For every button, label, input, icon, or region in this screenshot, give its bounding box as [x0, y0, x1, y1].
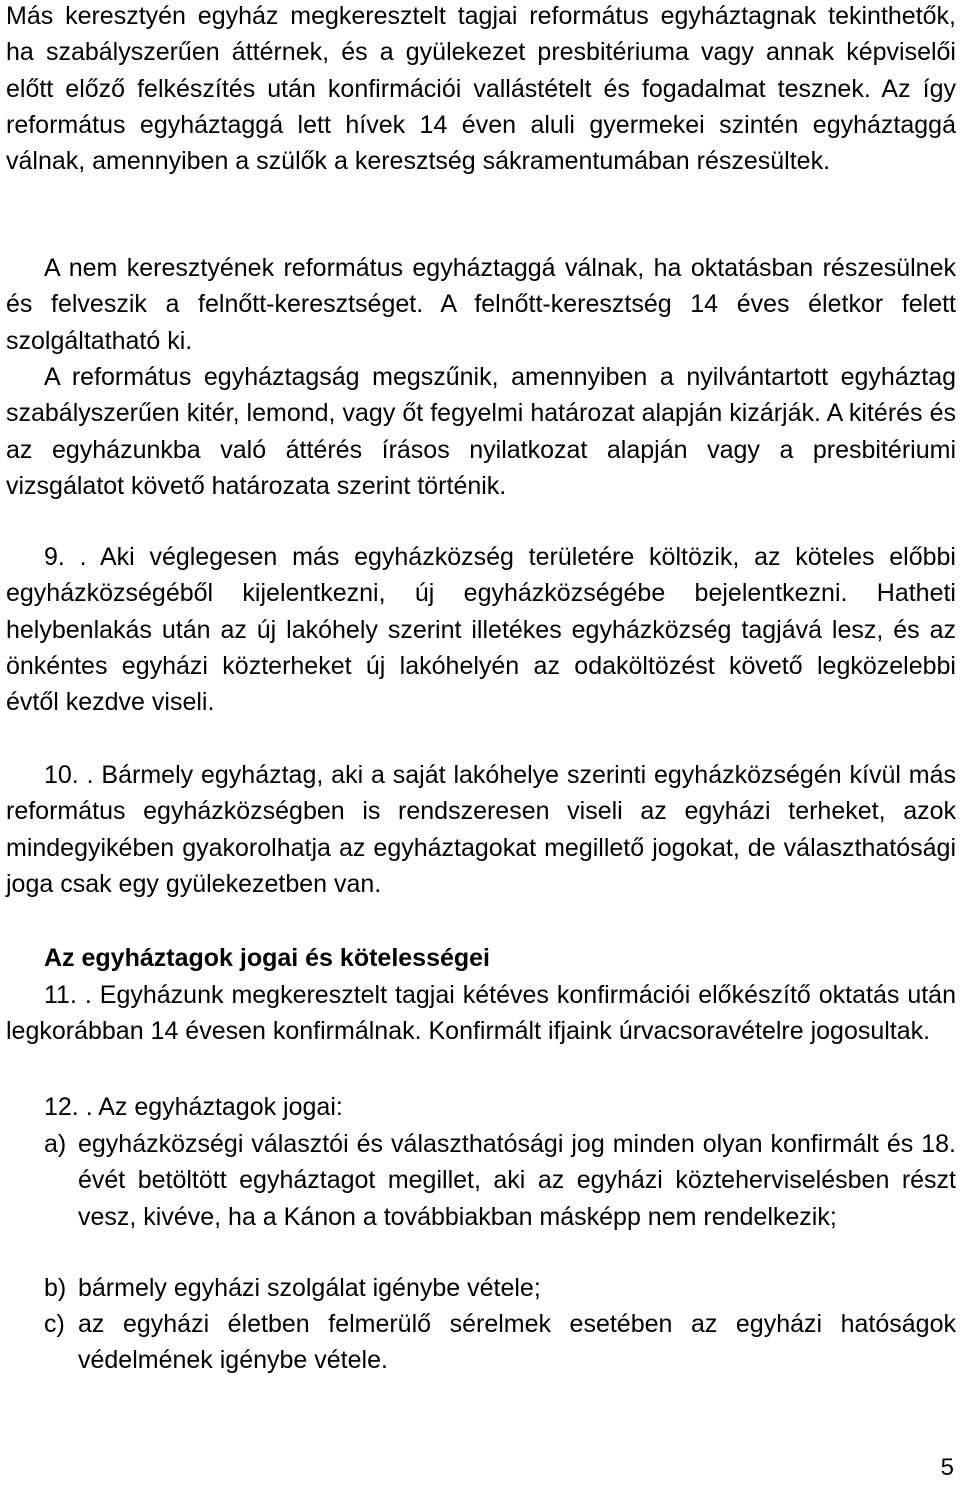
paragraph-section-11: 11. . Egyházunk megkeresztelt tagjai kétéves konfirmációi előkészítő oktatás után legkorábban 14 évesen konfirmálnak. Konfirmált ifjaink úrvacsoravételre jogosultak.: [6, 981, 956, 1046]
list-item-label: b): [44, 1274, 67, 1302]
list-item: [44, 1270, 956, 1306]
list-item-text: bármely egyházi szolgálat igénybe vétele;: [78, 1274, 541, 1302]
paragraph-section-9: 9. . Aki véglegesen más egyházközség területére költözik, az köteles előbbi egyházközségéből kijelentkezni, új egyházközségébe bejelentkezni. Hatheti helybenlakás után az új lakóhely szerint illetékes egyházközség tagjává lesz, és az önkéntes egyházi közterheket új lakóhelyén az odaköltözést követő legközelebbi évtől kezdve viseli.: [6, 543, 956, 717]
list-item-text: az egyházi életben felmerülő sérelmek esetében az egyházi hatóságok védelmének igénybe vétele.: [78, 1310, 956, 1375]
list-item-label: a): [44, 1130, 67, 1158]
section-heading: Az egyháztagok jogai és kötelességei: [44, 944, 490, 972]
paragraph-section-10: 10. . Bármely egyháztag, aki a saját lakóhelye szerinti egyházközségén kívül más református egyházközségben is rendszeresen viseli az egyházi terheket, azok mindegyikében gyakorolhatja az egyháztagokat megillető jogokat, de választhatósági joga csak egy gyülekezetben van.: [6, 761, 956, 898]
page-number: 5: [940, 1454, 954, 1481]
paragraph-conversion: Más keresztyén egyház megkeresztelt tagjai református egyháztagnak tekinthetők, ha szabályszerűen áttérnek, és a gyülekezet presbitériuma vagy annak képviselői előtt előző felkészítés után konfirmációi vallástételt és fogadalmat tesznek. Az így református egyháztaggá lett hívek 14 éven aluli gyermekei szintén egyháztaggá válnak, amennyiben a szülők a keresztség sákramentumában részesültek.: [6, 2, 956, 176]
list-item: [44, 1306, 956, 1379]
paragraph-membership-termination: A református egyháztagság megszűnik, amennyiben a nyilvántartott egyháztag szabályszerűen kitér, lemond, vagy őt fegyelmi határozat alapján kizárják. A kitérés és az egyházunkba való áttérés írásos nyilatkozat alapján vagy a presbitériumi vizsgálatot követő határozata szerint történik.: [6, 363, 956, 500]
paragraph-section-12: 12. . Az egyháztagok jogai:: [44, 1093, 343, 1121]
list-item: [44, 1126, 956, 1235]
paragraph-adult-baptism: A nem keresztyének református egyháztaggá válnak, ha oktatásban részesülnek és felveszik a felnőtt-keresztséget. A felnőtt-keresztség 14 éves életkor felett szolgáltatható ki.: [6, 254, 956, 355]
list-item-label: c): [44, 1310, 65, 1338]
list-item-text: egyházközségi választói és választhatósági jog minden olyan konfirmált és 18. évét betöltött egyháztagot megillet, aki az egyházi közteherviselésben részt vesz, kivéve, ha a Kánon a továbbiakban másképp nem rendelkezik;: [78, 1130, 956, 1231]
